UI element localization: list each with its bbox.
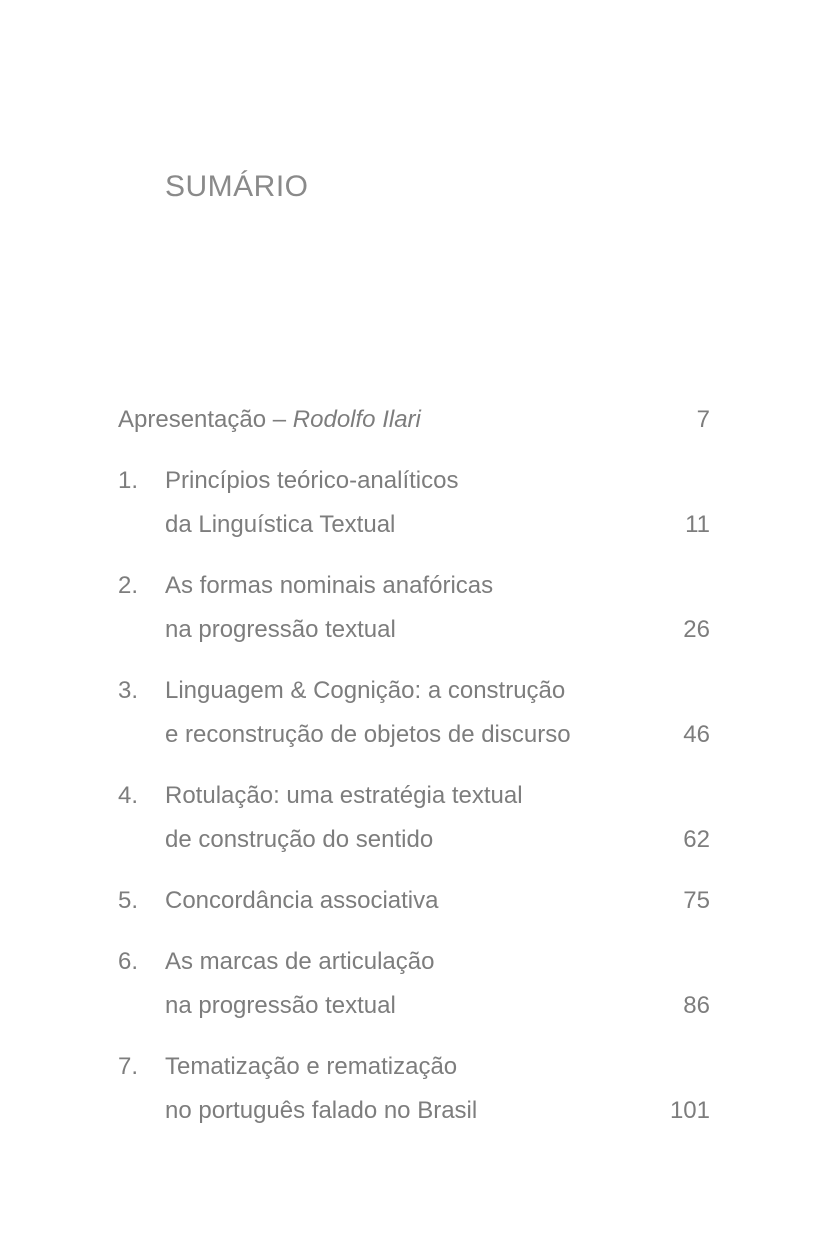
toc-entry-author: Rodolfo Ilari xyxy=(292,406,421,433)
toc-entry-title-line: da Linguística Textual xyxy=(165,511,396,538)
toc-entry-title: Apresentação – xyxy=(118,406,293,433)
toc-entry-chapter-2[interactable] xyxy=(118,564,710,652)
toc-entry-title-line: no português falado no Brasil xyxy=(165,1097,478,1124)
toc-entry-chapter-6[interactable] xyxy=(118,940,710,1028)
toc-entry-chapter-4[interactable] xyxy=(118,774,710,862)
toc-page-number: 7 xyxy=(696,406,710,433)
toc-chapter-number: 6. xyxy=(118,948,139,975)
toc-chapter-number: 2. xyxy=(118,572,139,599)
toc-entry-title-line: Tematização e rematização xyxy=(165,1053,458,1080)
toc-entry-title-line: As marcas de articulação xyxy=(165,948,435,975)
toc-page-number: 11 xyxy=(685,511,710,538)
toc-page-number: 62 xyxy=(683,826,710,853)
toc-chapter-number: 4. xyxy=(118,782,139,809)
toc-entry-introduction[interactable] xyxy=(118,398,710,442)
page-title: SUMÁRIO xyxy=(165,170,309,203)
toc-chapter-number: 5. xyxy=(118,887,139,914)
toc-entry-title-line: na progressão textual xyxy=(165,992,396,1019)
toc-page-number: 26 xyxy=(683,616,710,643)
toc-entry-title-line: As formas nominais anafóricas xyxy=(165,572,494,599)
toc-entry-title-line: Concordância associativa xyxy=(165,887,439,914)
toc-chapter-number: 3. xyxy=(118,677,139,704)
toc-entry-title-line: Linguagem & Cognição: a construção xyxy=(165,677,566,704)
table-of-contents xyxy=(118,398,710,1150)
toc-entry-title-line: e reconstrução de objetos de discurso xyxy=(165,721,571,748)
toc-chapter-number: 7. xyxy=(118,1053,139,1080)
toc-entry-title-line: de construção do sentido xyxy=(165,826,434,853)
toc-entry-chapter-1[interactable] xyxy=(118,459,710,547)
toc-entry-chapter-3[interactable] xyxy=(118,669,710,757)
toc-entry-title-line: Rotulação: uma estratégia textual xyxy=(165,782,523,809)
toc-page-number: 101 xyxy=(669,1097,710,1124)
toc-entry-title-line: na progressão textual xyxy=(165,616,396,643)
toc-page-number: 46 xyxy=(683,721,710,748)
toc-page-number: 75 xyxy=(683,887,710,914)
toc-chapter-number: 1. xyxy=(118,467,139,494)
toc-entry-chapter-7[interactable] xyxy=(118,1045,710,1133)
toc-entry-chapter-5[interactable] xyxy=(118,879,710,923)
toc-page-number: 86 xyxy=(683,992,710,1019)
toc-entry-title-line: Princípios teórico-analíticos xyxy=(165,467,459,494)
